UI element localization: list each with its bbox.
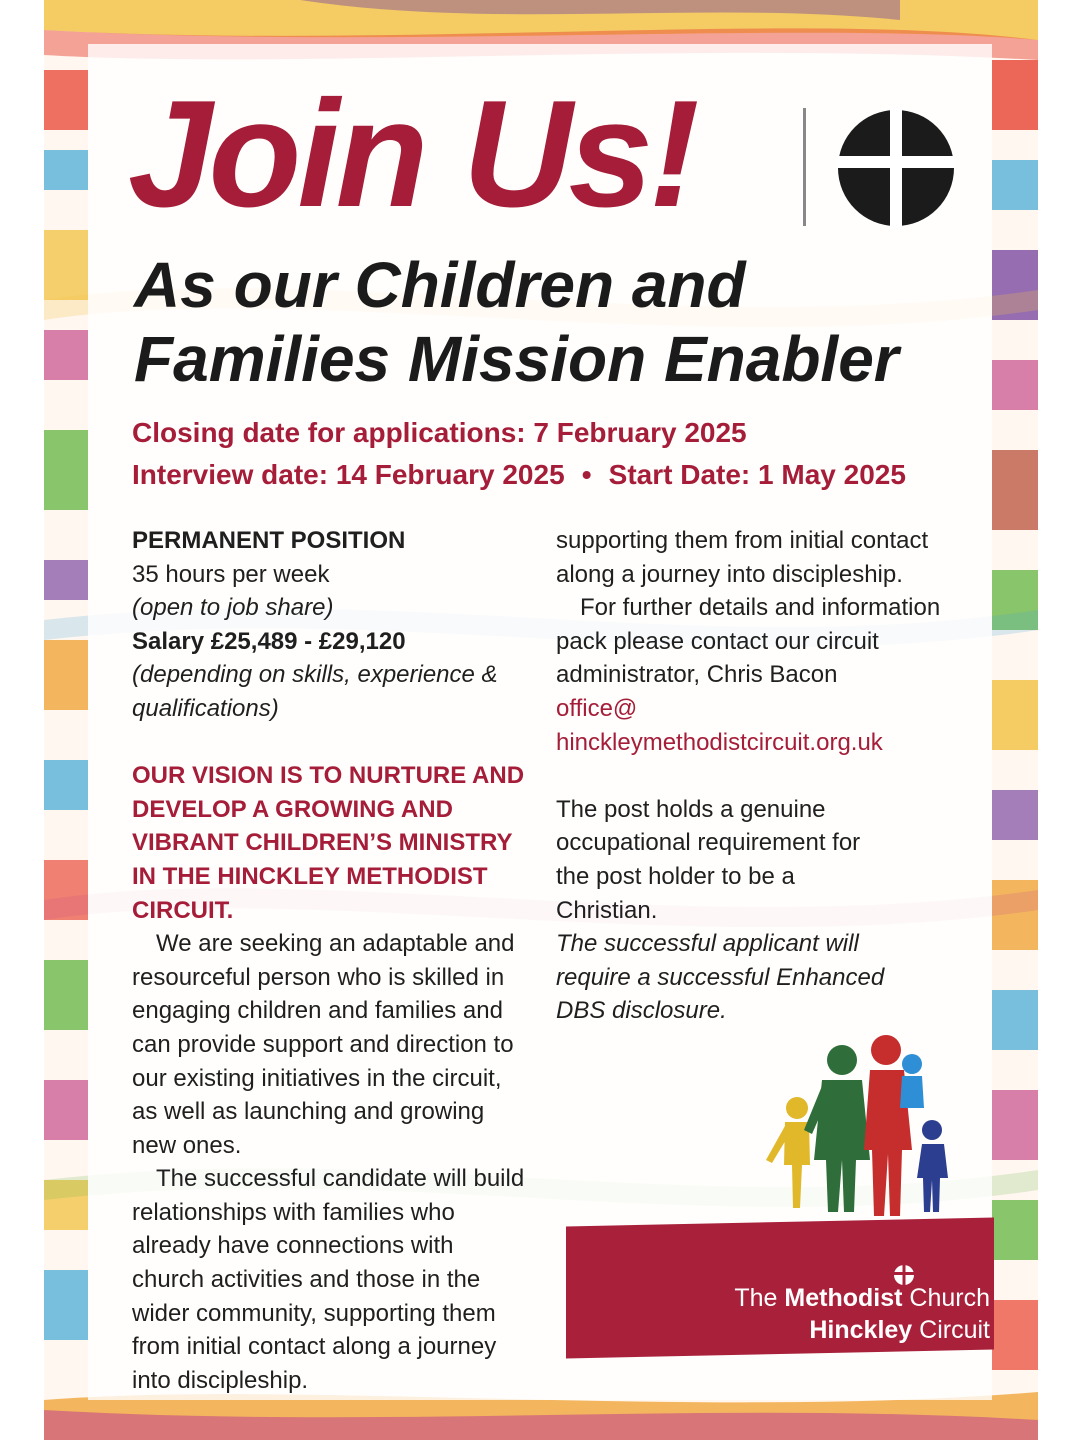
contact-paragraph: For further details and information pack please contact our circuit administrator, Chris Bacon — [556, 594, 941, 689]
interview-start-row — [132, 454, 906, 496]
interview-date: Interview date: 14 February 2025 — [132, 459, 565, 490]
dbs-paragraph: The successful applicant will require a successful Enhanced DBS disclosure. — [556, 930, 885, 1025]
brand-prefix: The — [734, 1284, 785, 1312]
brand-circuit: Circuit — [912, 1316, 990, 1344]
brand-line-1 — [734, 1282, 990, 1314]
position-type: PERMANENT POSITION — [132, 527, 406, 554]
candidate-paragraph-continued: supporting them from initial contact along a journey into discipleship. — [556, 527, 929, 588]
page-title: Join Us! — [128, 69, 696, 239]
left-column — [132, 524, 532, 1394]
brand-line-2 — [734, 1314, 990, 1346]
brand-text — [734, 1282, 990, 1346]
vision-statement: OUR VISION IS TO NURTURE AND DEVELOP A GROWING AND VIBRANT CHILDREN’S MINISTRY IN THE HINCKLEY METHODIST CIRCUIT. — [132, 762, 525, 924]
salary: Salary £25,489 - £29,120 — [132, 627, 406, 655]
email-link-part2[interactable]: hinckleymethodistcircuit.org.uk — [556, 728, 883, 756]
seeking-paragraph: We are seeking an adaptable and resourceful person who is skilled in engaging children and families and can provide support and direction to our existing initiatives in the circuit, as well as launching and growing new ones. — [132, 930, 515, 1159]
job-title: As our Children and Families Mission Enabler — [134, 249, 899, 395]
brand-hinckley: Hinckley — [809, 1316, 913, 1344]
brand-church: Church — [902, 1284, 990, 1312]
right-column — [556, 524, 976, 1028]
family-illustration-icon — [752, 1030, 962, 1218]
email-link-part1[interactable]: office@ — [556, 694, 638, 722]
salary-note: (depending on skills, experience & qualifications) — [132, 661, 498, 722]
requirement-paragraph: The post holds a genuine occupational requirement for the post holder to be a Christian. — [556, 795, 861, 924]
methodist-cross-logo-icon — [836, 108, 956, 228]
key-dates — [132, 412, 906, 496]
candidate-paragraph: The successful candidate will build relationships with families who already have connections with church activities and those in the wider community, supporting them from initial contact along a journey into discipleship. — [132, 1165, 525, 1394]
closing-date: Closing date for applications: 7 February 2025 — [132, 417, 747, 448]
date-separator: • — [581, 459, 592, 490]
spacer — [556, 759, 976, 793]
hours: 35 hours per week — [132, 560, 330, 588]
title-divider — [803, 108, 806, 226]
brand-methodist: Methodist — [784, 1284, 903, 1312]
start-date: Start Date: 1 May 2025 — [608, 459, 906, 490]
job-share-note: (open to job share) — [132, 594, 334, 622]
